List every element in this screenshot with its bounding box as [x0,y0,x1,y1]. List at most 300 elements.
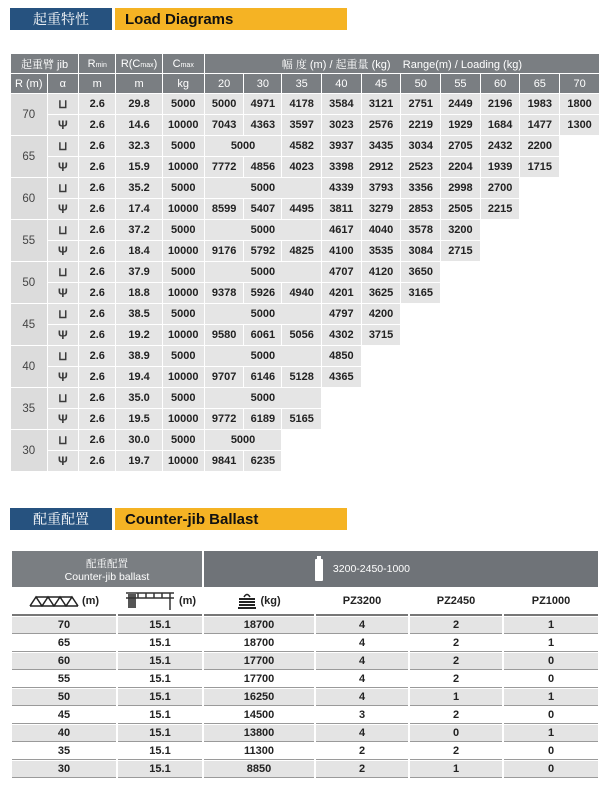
empty-cell [520,430,559,450]
load-value-cell: 2523 [401,157,440,177]
load-data-row [11,157,599,177]
pz3200-count-cell: 2 [316,743,408,760]
load-data-row [11,199,599,219]
empty-cell [481,409,520,429]
jib-header: 起重臂 jib [11,54,78,73]
load-value-cell: 3435 [362,136,401,156]
empty-cell [362,346,401,366]
empty-cell [560,451,599,471]
ballast-title-en: Counter-jib Ballast [115,508,347,530]
load-data-row [11,262,599,282]
empty-cell [481,241,520,261]
load-value-cell: 2700 [481,178,520,198]
weight-col-header [204,588,314,616]
rmin-cell: 2.6 [79,220,115,240]
jib-length-cell: 65 [12,635,116,652]
empty-cell [560,241,599,261]
rmin-cell: 2.6 [79,178,115,198]
cmax-cell: 5000 [163,94,204,114]
load-value-cell: 1715 [520,157,559,177]
ballast-weight-cell: 11300 [204,743,314,760]
empty-cell [322,409,361,429]
jib-length-cell: 35 [12,743,116,760]
load-value-cell: 9176 [205,241,244,261]
empty-cell [441,367,480,387]
rc-cell: 19.5 [116,409,161,429]
empty-cell [481,346,520,366]
empty-cell [560,367,599,387]
counter-jib-length-cell: 15.1 [118,707,202,724]
cmax-cell: 10000 [163,451,204,471]
jib-length-cell: 70 [11,94,47,135]
counter-jib-length-cell: 15.1 [118,671,202,688]
load-value-cell: 5000 [205,346,321,366]
load-data-row [11,451,599,471]
empty-cell [520,367,559,387]
4-fall-hook-icon: Ψ [48,325,79,345]
load-value-cell: 1800 [560,94,599,114]
load-value-cell: 1684 [481,115,520,135]
load-value-cell: 4582 [282,136,321,156]
load-value-cell: 2219 [401,115,440,135]
load-data-row [11,94,599,114]
cmax-cell: 10000 [163,199,204,219]
ballast-header-cn: 配重配置 [86,557,128,570]
4-fall-hook-icon: Ψ [48,157,79,177]
cmax-unit: kg [163,74,204,93]
rc-cell: 38.9 [116,346,161,366]
load-value-cell: 2576 [362,115,401,135]
load-value-cell: 2204 [441,157,480,177]
cmax-cell: 10000 [163,115,204,135]
2-fall-hook-icon: ⊔ [48,136,79,156]
rc-cell: 18.4 [116,241,161,261]
distance-header: 60 [481,74,520,93]
empty-cell [401,346,440,366]
empty-cell [362,409,401,429]
empty-cell [560,157,599,177]
cmax-cell: 10000 [163,325,204,345]
rc-cell: 35.2 [116,178,161,198]
load-value-cell: 4120 [362,262,401,282]
ballast-row [12,617,598,634]
load-value-cell: 9580 [205,325,244,345]
empty-cell [560,409,599,429]
load-value-cell: 3578 [401,220,440,240]
2-fall-hook-icon: ⊔ [48,304,79,324]
load-value-cell: 5000 [205,430,282,450]
weight-icon [237,592,257,610]
empty-cell [560,304,599,324]
load-data-row [11,220,599,240]
pz2450-col-header: PZ2450 [410,588,502,616]
load-value-cell: 2912 [362,157,401,177]
load-value-cell: 7772 [205,157,244,177]
load-value-cell: 4825 [282,241,321,261]
load-value-cell: 3625 [362,283,401,303]
load-value-cell: 4339 [322,178,361,198]
pz3200-count-cell: 4 [316,725,408,742]
load-value-cell: 3793 [362,178,401,198]
pz2450-count-cell: 2 [410,707,502,724]
load-value-cell: 5000 [205,388,321,408]
empty-cell [560,199,599,219]
2-fall-hook-icon: ⊔ [48,262,79,282]
ballast-block-icon [314,556,324,582]
counter-jib-length-cell: 15.1 [118,653,202,670]
load-data-row [11,136,599,156]
load-data-row [11,388,599,408]
load-header-row-1 [11,54,599,73]
jib-length-cell: 45 [12,707,116,724]
rc-cell: 18.8 [116,283,161,303]
rmin-cell: 2.6 [79,325,115,345]
load-value-cell: 1983 [520,94,559,114]
load-value-cell: 3937 [322,136,361,156]
rmin-cell: 2.6 [79,136,115,156]
pz1000-col-header: PZ1000 [504,588,598,616]
ballast-title-bar [10,508,347,530]
jib-col-header [12,588,116,616]
load-value-cell: 2432 [481,136,520,156]
pz3200-col-header: PZ3200 [316,588,408,616]
load-value-cell: 4201 [322,283,361,303]
ballast-row [12,671,598,688]
jib-length-cell: 70 [12,617,116,634]
load-value-cell: 4797 [322,304,361,324]
load-diagram-table [10,53,600,472]
pz1000-count-cell: 0 [504,743,598,760]
empty-cell [322,430,361,450]
load-diagrams-title-bar [10,8,347,30]
load-data-row [11,241,599,261]
load-value-cell: 8599 [205,199,244,219]
cmax-cell: 5000 [163,430,204,450]
rc-header [116,54,161,73]
rc-cell: 38.5 [116,304,161,324]
load-value-cell: 5128 [282,367,321,387]
ballast-row [12,761,598,778]
load-value-cell: 4617 [322,220,361,240]
jib-truss-icon [29,595,79,607]
load-value-cell: 5000 [205,178,321,198]
empty-cell [520,262,559,282]
load-value-cell: 5056 [282,325,321,345]
load-data-row [11,304,599,324]
rmin-cell: 2.6 [79,346,115,366]
rc-cell: 17.4 [116,199,161,219]
empty-cell [441,304,480,324]
load-value-cell: 1477 [520,115,559,135]
rmin-cell: 2.6 [79,283,115,303]
load-value-cell: 3034 [401,136,440,156]
rmin-cell: 2.6 [79,409,115,429]
jib-length-cell: 40 [11,346,47,387]
rmin-cell: 2.6 [79,367,115,387]
jib-length-cell: 50 [11,262,47,303]
pz2450-count-cell: 2 [410,635,502,652]
ballast-header-cell [12,551,202,587]
load-data-row [11,325,599,345]
empty-cell [520,178,559,198]
rc-cell: 14.6 [116,115,161,135]
empty-cell [481,388,520,408]
load-header-row-2 [11,74,599,93]
jib-length-cell: 60 [12,653,116,670]
load-value-cell: 3650 [401,262,440,282]
load-value-cell: 4363 [244,115,281,135]
load-title-en: Load Diagrams [115,8,347,30]
load-value-cell: 3121 [362,94,401,114]
empty-cell [401,304,440,324]
empty-cell [322,451,361,471]
load-value-cell: 2196 [481,94,520,114]
ballast-weight-cell: 16250 [204,689,314,706]
load-value-cell: 2715 [441,241,480,261]
ballast-row [12,635,598,652]
pz1000-count-cell: 0 [504,707,598,724]
rmin-cell: 2.6 [79,388,115,408]
counter-jib-length-cell: 15.1 [118,761,202,778]
empty-cell [520,220,559,240]
empty-cell [560,430,599,450]
empty-cell [322,388,361,408]
counter-jib-unit: (m) [178,594,197,607]
empty-cell [520,283,559,303]
jib-length-cell: 35 [11,388,47,429]
load-value-cell: 2853 [401,199,440,219]
empty-cell [401,388,440,408]
load-value-cell: 5000 [205,94,244,114]
rc-cell: 30.0 [116,430,161,450]
rc-cell: 15.9 [116,157,161,177]
rc-cell: 32.3 [116,136,161,156]
pz2450-count-cell: 2 [410,617,502,634]
load-value-cell: 2998 [441,178,480,198]
jib-length-cell: 30 [12,761,116,778]
2-fall-hook-icon: ⊔ [48,178,79,198]
load-value-cell: 3811 [322,199,361,219]
load-data-row [11,346,599,366]
ballast-row [12,707,598,724]
distance-header: 30 [244,74,281,93]
pz1000-count-cell: 0 [504,653,598,670]
rmin-header-text: R [87,57,96,70]
ballast-config-cell [204,551,598,587]
load-value-cell: 3279 [362,199,401,219]
ballast-weight-cell: 17700 [204,671,314,688]
load-value-cell: 6189 [244,409,281,429]
jib-length-cell: 60 [11,178,47,219]
distance-header: 45 [362,74,401,93]
rmin-cell: 2.6 [79,115,115,135]
empty-cell [520,409,559,429]
pz3200-count-cell: 2 [316,761,408,778]
cmax-cell: 5000 [163,220,204,240]
load-value-cell: 2215 [481,199,520,219]
ballast-weight-cell: 8850 [204,761,314,778]
load-value-cell: 3084 [401,241,440,261]
load-value-cell: 9707 [205,367,244,387]
4-fall-hook-icon: Ψ [48,115,79,135]
pz2450-count-cell: 1 [410,689,502,706]
jib-length-cell: 55 [12,671,116,688]
cmax-header [163,54,204,73]
empty-cell [481,304,520,324]
rc-header-sub: max [140,61,154,69]
pz2450-count-cell: 1 [410,761,502,778]
empty-cell [560,178,599,198]
range-header: 幅 度 (m) / 起重量 (kg) Range(m) / Loading (kg) [205,54,599,73]
load-data-row [11,367,599,387]
load-value-cell: 2705 [441,136,480,156]
4-fall-hook-icon: Ψ [48,199,79,219]
load-data-row [11,430,599,450]
cmax-cell: 5000 [163,304,204,324]
counter-jib-length-cell: 15.1 [118,725,202,742]
2-fall-hook-icon: ⊔ [48,388,79,408]
pz3200-count-cell: 4 [316,653,408,670]
empty-cell [441,451,480,471]
ballast-weight-cell: 13800 [204,725,314,742]
cmax-cell: 10000 [163,241,204,261]
pz2450-count-cell: 2 [410,653,502,670]
cmax-header-sub: max [180,61,194,69]
alpha-header: α [48,74,79,93]
load-value-cell: 3165 [401,283,440,303]
empty-cell [560,262,599,282]
4-fall-hook-icon: Ψ [48,409,79,429]
ballast-config-label: 3200-2450-1000 [332,562,410,575]
pz1000-count-cell: 0 [504,761,598,778]
cmax-cell: 5000 [163,178,204,198]
empty-cell [481,430,520,450]
empty-cell [481,325,520,345]
pz2450-count-cell: 2 [410,743,502,760]
load-value-cell: 4302 [322,325,361,345]
rmin-cell: 2.6 [79,304,115,324]
ballast-weight-cell: 14500 [204,707,314,724]
empty-cell [401,430,440,450]
empty-cell [481,283,520,303]
load-value-cell: 6061 [244,325,281,345]
rmin-cell: 2.6 [79,94,115,114]
empty-cell [560,346,599,366]
load-value-cell: 5000 [205,220,321,240]
rc-header-text: R(C [120,57,141,70]
load-value-cell: 4365 [322,367,361,387]
load-value-cell: 3356 [401,178,440,198]
empty-cell [560,325,599,345]
load-value-cell: 5926 [244,283,281,303]
rmin-header-sub: min [95,61,107,69]
rmin-unit: m [79,74,115,93]
load-value-cell: 4856 [244,157,281,177]
load-title-cn: 起重特性 [10,8,112,30]
empty-cell [401,367,440,387]
empty-cell [362,388,401,408]
load-value-cell: 3535 [362,241,401,261]
pz3200-count-cell: 4 [316,689,408,706]
load-value-cell: 4495 [282,199,321,219]
cmax-cell: 5000 [163,388,204,408]
load-value-cell: 3398 [322,157,361,177]
load-value-cell: 5000 [205,304,321,324]
empty-cell [282,430,321,450]
ballast-weight-cell: 17700 [204,653,314,670]
rmin-cell: 2.6 [79,262,115,282]
ballast-header-en: Counter-jib ballast [64,570,150,583]
pz3200-count-cell: 4 [316,671,408,688]
rc-unit: m [116,74,161,93]
pz2450-count-cell: 2 [410,671,502,688]
cmax-cell: 10000 [163,409,204,429]
empty-cell [520,304,559,324]
counter-jib-length-cell: 15.1 [118,617,202,634]
empty-cell [282,451,321,471]
rmin-cell: 2.6 [79,451,115,471]
counter-jib-length-cell: 15.1 [118,635,202,652]
rc-cell: 37.2 [116,220,161,240]
empty-cell [362,430,401,450]
ballast-row [12,689,598,706]
load-value-cell: 1300 [560,115,599,135]
load-value-cell: 2449 [441,94,480,114]
load-value-cell: 9841 [205,451,244,471]
empty-cell [520,346,559,366]
load-data-row [11,409,599,429]
jib-length-cell: 55 [11,220,47,261]
pz1000-count-cell: 0 [504,671,598,688]
distance-header: 55 [441,74,480,93]
counter-jib-length-cell: 15.1 [118,743,202,760]
empty-cell [441,262,480,282]
load-value-cell: 6146 [244,367,281,387]
rc-cell: 37.9 [116,262,161,282]
empty-cell [401,325,440,345]
pz3200-count-cell: 4 [316,635,408,652]
load-value-cell: 4850 [322,346,361,366]
distance-header: 40 [322,74,361,93]
rmin-cell: 2.6 [79,157,115,177]
load-value-cell: 4040 [362,220,401,240]
empty-cell [520,325,559,345]
ballast-weight-cell: 18700 [204,617,314,634]
load-data-row [11,178,599,198]
load-value-cell: 4100 [322,241,361,261]
load-data-row [11,283,599,303]
empty-cell [560,283,599,303]
distance-header: 50 [401,74,440,93]
empty-cell [441,283,480,303]
empty-cell [481,451,520,471]
ballast-row [12,653,598,670]
cmax-cell: 5000 [163,136,204,156]
load-value-cell: 5407 [244,199,281,219]
pz1000-count-cell: 1 [504,635,598,652]
weight-unit: (kg) [260,594,281,607]
load-value-cell: 4023 [282,157,321,177]
load-value-cell: 9378 [205,283,244,303]
load-value-cell: 3200 [441,220,480,240]
cmax-cell: 10000 [163,283,204,303]
load-value-cell: 5165 [282,409,321,429]
load-value-cell: 1929 [441,115,480,135]
load-value-cell: 5000 [205,262,321,282]
counter-jib-icon [124,590,176,612]
empty-cell [560,136,599,156]
empty-cell [520,451,559,471]
